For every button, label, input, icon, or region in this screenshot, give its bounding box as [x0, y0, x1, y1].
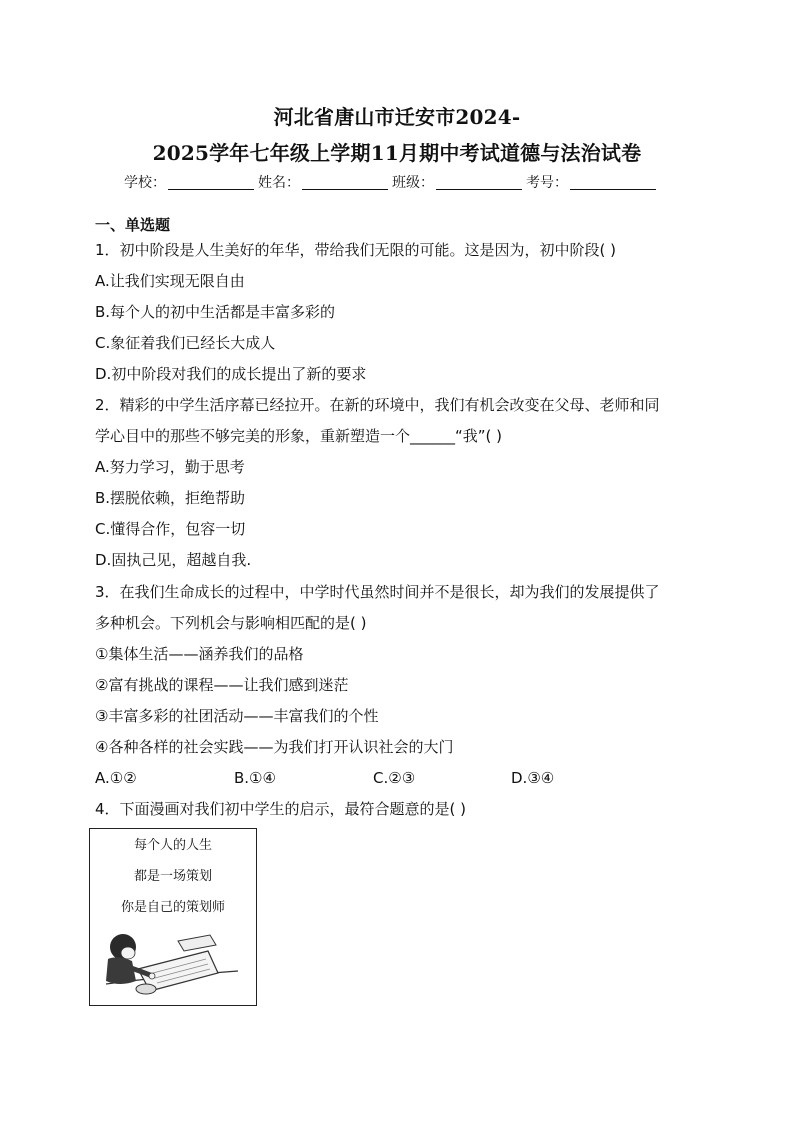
- q2-option-a: A.努力学习，勤于思考: [95, 458, 245, 476]
- section-title: 一、单选题: [95, 216, 171, 234]
- q1-option-c: C.象征着我们已经长大成人: [95, 334, 276, 352]
- q3-item-2: ②富有挑战的课程——让我们感到迷茫: [95, 676, 349, 694]
- class-label: 班级：: [392, 175, 434, 191]
- q1-option-b: B.每个人的初中生活都是丰富多彩的: [95, 303, 336, 321]
- q3-stem-line2: 多种机会。下列机会与影响相匹配的是( ): [95, 614, 367, 632]
- q2-option-b: B.摆脱依赖，拒绝帮助: [95, 489, 246, 507]
- name-label: 姓名：: [258, 175, 300, 191]
- number-blank[interactable]: [570, 175, 656, 190]
- exam-title-line1: 河北省唐山市迁安市2024-: [273, 105, 521, 129]
- q3-option-d: D.③④: [511, 769, 555, 787]
- q1-option-a: A.让我们实现无限自由: [95, 272, 245, 290]
- name-blank[interactable]: [302, 175, 388, 190]
- comic-caption-line1: 每个人的人生: [133, 838, 212, 853]
- q3-stem-line1: 3．在我们生命成长的过程中，中学时代虽然时间并不是很长，却为我们的发展提供了: [95, 583, 660, 601]
- q2-stem-line1: 2．精彩的中学生活序幕已经拉开。在新的环境中，我们有机会改变在父母、老师和同: [95, 396, 660, 414]
- number-label: 考号：: [526, 175, 568, 191]
- comic-caption-line3: 你是自己的策划师: [120, 900, 225, 915]
- q1-stem: 1．初中阶段是人生美好的年华，带给我们无限的可能。这是因为，初中阶段( ): [95, 241, 617, 259]
- q2-stem-line2: 学心目中的那些不够完美的形象，重新塑造一个______“我”( ): [95, 427, 503, 445]
- q1-option-d: D.初中阶段对我们的成长提出了新的要求: [95, 365, 367, 383]
- q2-option-d: D.固执己见，超越自我.: [95, 551, 252, 569]
- q4-stem: 4．下面漫画对我们初中学生的启示，最符合题意的是( ): [95, 800, 467, 818]
- class-blank[interactable]: [436, 175, 522, 190]
- comic-caption-line2: 都是一场策划: [133, 869, 212, 884]
- school-label: 学校：: [124, 175, 166, 191]
- q3-option-c: C.②③: [373, 769, 416, 787]
- q3-option-b: B.①④: [234, 769, 276, 787]
- student-info-row: [124, 172, 660, 192]
- school-blank[interactable]: [168, 175, 254, 190]
- q3-option-a: A.①②: [95, 769, 137, 787]
- exam-title-line2: 2025学年七年级上学期11月期中考试道德与法治试卷: [152, 141, 642, 165]
- q4-comic: [89, 828, 257, 1006]
- boy-planning-illustration: [98, 929, 248, 999]
- q3-item-4: ④各种各样的社会实践——为我们打开认识社会的大门: [95, 738, 454, 756]
- q3-item-1: ①集体生活——涵养我们的品格: [95, 645, 304, 663]
- q2-option-c: C.懂得合作，包容一切: [95, 520, 246, 538]
- q3-item-3: ③丰富多彩的社团活动——丰富我们的个性: [95, 707, 379, 725]
